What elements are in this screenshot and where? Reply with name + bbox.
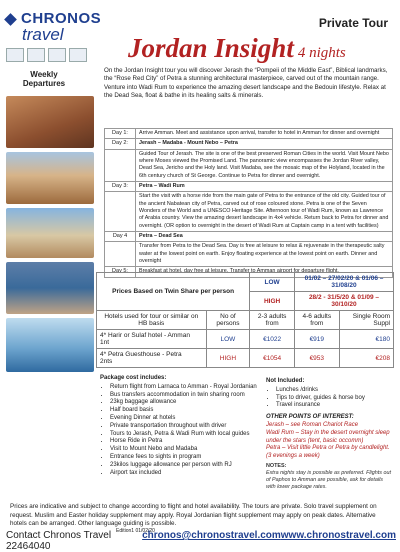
notes-text: Extra nights stay is possible as preferred. Flights out of Paphos to Amman are possible, ask for details with lower package rates. — [266, 470, 391, 491]
not-included — [266, 378, 392, 461]
season-cell: LOW — [206, 330, 250, 349]
season-cell: HIGH — [206, 349, 250, 368]
day-label: Day 1: — [105, 129, 136, 139]
package-heading: Package cost includes: — [100, 375, 167, 381]
weekly-departures: Weekly Departures — [22, 70, 66, 88]
contact-phone: Contact Chronos Travel 22464040 — [6, 530, 112, 552]
list-item: • Tours to Jerash, Petra & Wadi Rum with local guides — [110, 431, 260, 439]
prices-table — [96, 272, 394, 368]
price-row — [97, 349, 394, 368]
hotel-name-text: 4* Harir or Sulaf hotel - Amman — [100, 332, 190, 339]
list-item: • 23kilos luggage allowance per person with RJ — [110, 462, 260, 470]
logo-mark-icon — [4, 13, 17, 26]
day-title: Petra – Dead Sea — [136, 231, 393, 241]
prices-heading: Prices Based on Twin Share per person — [97, 273, 250, 311]
col-2-3-adults: 2-3 adults from — [250, 311, 295, 330]
photo-desert-camp — [6, 262, 94, 314]
day-label — [105, 242, 136, 267]
intro-text: On the Jordan Insight tour you will discover Jerash the “Pompeii of the Middle East”, Biblical landmarks, the “Rose Red City” of Petra a stunning architectural masterpiece, carved out of the mountain range. Venture into Wadi Rum to experience the amazing desert landscape and the Bedouin lifestyle. Relax at the Dead Sea, float & bathe in its healing salts & minerals. — [104, 67, 388, 100]
list-item: • Airport tax included — [110, 470, 260, 478]
day-label — [105, 192, 136, 231]
itinerary-row — [105, 139, 393, 149]
not-included-heading: Not Included: — [266, 378, 305, 384]
email-link[interactable]: chronos@chronostravel.com — [142, 530, 281, 541]
day-text: Breakfast at hotel, day free at leisure. Transfer to Amman airport for departure flight. — [136, 267, 393, 277]
col-persons: No of persons — [206, 311, 250, 330]
edition-label: Edition1 01/02/20 — [116, 528, 155, 534]
tour-type: Private Tour — [318, 16, 388, 30]
hotel-nights: 1nt — [100, 339, 110, 346]
poi-item: Wadi Rum – Stay in the desert overnight sleep under the stars (tent, basic occomm) — [266, 429, 390, 444]
price-4-6: €919 — [295, 330, 340, 349]
price-single: €208 — [339, 349, 393, 368]
package-list — [100, 384, 260, 478]
not-included-list — [266, 387, 392, 410]
season-high-label: HIGH — [250, 292, 295, 311]
association-badge-icon — [27, 48, 45, 62]
list-item: • Travel insurance — [276, 402, 392, 410]
col-single-suppl: Single Room Suppl — [339, 311, 393, 330]
price-2-3: €1054 — [250, 349, 295, 368]
website-link[interactable]: www.chronostravel.com — [280, 530, 396, 541]
poi-heading: OTHER POINTS OF INTEREST: — [266, 414, 354, 421]
contact-bar — [6, 530, 396, 552]
list-item: • Horse Ride in Petra — [110, 438, 260, 446]
hotel-nights: 2nts — [100, 358, 113, 365]
day-title: Petra – Wadi Rum — [136, 182, 393, 192]
header-row — [97, 311, 394, 330]
notes — [266, 463, 392, 491]
season-low-dates: 01/02 – 27/02/20 & 01/06 – 31/08/20 — [295, 273, 394, 292]
day-title: Jerash – Madaba - Mount Nebo – Petra — [136, 139, 393, 149]
itinerary-row — [105, 242, 393, 267]
association-badge-icon — [6, 48, 24, 62]
logo-sub: travel — [22, 25, 64, 44]
poi-item: Petra – Visit little Petra or Petra by candlelight. (3 evenings a week) — [266, 445, 390, 460]
itinerary-row — [105, 192, 393, 231]
photo-dead-sea — [6, 318, 94, 372]
season-row — [97, 273, 394, 292]
title-nights: 4 nights — [297, 45, 346, 61]
logo-brand: CHRONOS — [21, 10, 102, 27]
hotel-name-text: 4* Petra Guesthouse - Petra — [100, 351, 182, 358]
price-row — [97, 330, 394, 349]
price-single: €180 — [339, 330, 393, 349]
list-item: • Lunches /drinks — [276, 387, 392, 395]
association-logos — [6, 48, 87, 62]
list-item: • Visit to Mount Nebo and Madaba — [110, 446, 260, 454]
day-label: Day 3: — [105, 182, 136, 192]
day-text: Transfer from Petra to the Dead Sea. Day is free at leisure to relax & rejuvenate in the therapeutic salty water at the lowest point on earth. Enjoy floating experience at the lowest point on earth. Dinner and overnight — [136, 242, 393, 267]
day-label: Day 4 — [105, 231, 136, 241]
itinerary-row — [105, 231, 393, 241]
list-item: • Private transportation throughout with driver — [110, 423, 260, 431]
season-high-dates: 28/2 - 31/5/20 & 01/09 – 30/10/20 — [295, 292, 394, 311]
itinerary-row — [105, 149, 393, 181]
col-4-6-adults: 4-6 adults from — [295, 311, 340, 330]
day-label — [105, 149, 136, 181]
notes-heading: NOTES: — [266, 463, 287, 469]
association-badge-icon — [48, 48, 66, 62]
col-hotels: Hotels used for tour or similar on HB basis — [97, 311, 207, 330]
itinerary-row — [105, 129, 393, 139]
page-title — [128, 33, 346, 64]
title-text: Jordan Insight — [128, 33, 294, 63]
day-text: Start the visit with a horse ride from the main gate of Petra to the entrance of the old city. Guided tour of the ancient Nabatean city of Petra, carved out of rose coloured stone. Petra is one of the Seven Wonders of the World and a UNESCO Heritage Site. Afternoon tour of Wadi Rum, known as Lawrence of Arabia country. View the amazing desert landscape in 4x4 vehicle. Return back to Petra for dinner and overnight. (OR option to overnight in the desert of Wadi Rum at Captain camp in a tent with facilities) — [136, 192, 393, 231]
day-text: Guided Tour of Jerash. The site is one of the best preserved Roman Cities in the world. Visit Mount Nebo where Moses viewed the Promised Land. The panoramic view encompasses the Jordan River valley, Dead Sea, Jericho and the Holy land. Visit Madaba, see the mosaic map of the Holyland, located in the 6th century church of St George. Continue to Petra for dinner and overnight. — [136, 149, 393, 181]
day-label: Day 5: — [105, 267, 136, 277]
list-item: • Tips to driver, guides & horse boy — [276, 395, 392, 403]
list-item: • Half board basis — [110, 407, 260, 415]
itinerary-row — [105, 182, 393, 192]
hotel-name — [97, 349, 207, 368]
day-label: Day 2: — [105, 139, 136, 149]
photo-jerash — [6, 152, 94, 204]
price-4-6: €953 — [295, 349, 340, 368]
poi-item: Jerash – see Roman Chariot Race — [266, 421, 359, 428]
photo-petra-treasury — [6, 96, 94, 148]
photo-wadi-rum — [6, 208, 94, 258]
list-item: • Evening Dinner at hotels — [110, 415, 260, 423]
itinerary-table — [104, 128, 393, 278]
disclaimer: Prices are indicative and subject to change according to flight and hotel availability. The tours are private. Solo travel supplement on request. Muslim and Easter holiday supplement may apply. Royal Jordanian flight supplement may apply on peak dates. Alternative hotels can be arranged. Other language guiding is possible. — [10, 503, 377, 527]
list-item: • Return flight from Larnaca to Amman - Royal Jordanian — [110, 384, 260, 392]
hotel-name — [97, 330, 207, 349]
list-item: • Entrance fees to sights in program — [110, 454, 260, 462]
list-item: • 23kg baggage allowance — [110, 399, 260, 407]
season-low-label: LOW — [250, 273, 295, 292]
price-2-3: €1022 — [250, 330, 295, 349]
list-item: • Bus transfers accommodation in twin sharing room — [110, 392, 260, 400]
association-badge-icon — [69, 48, 87, 62]
package-includes — [100, 375, 260, 478]
day-text: Arrive Amman. Meet and assistance upon arrival, transfer to hotel in Amman for dinner and overnight — [136, 129, 393, 139]
